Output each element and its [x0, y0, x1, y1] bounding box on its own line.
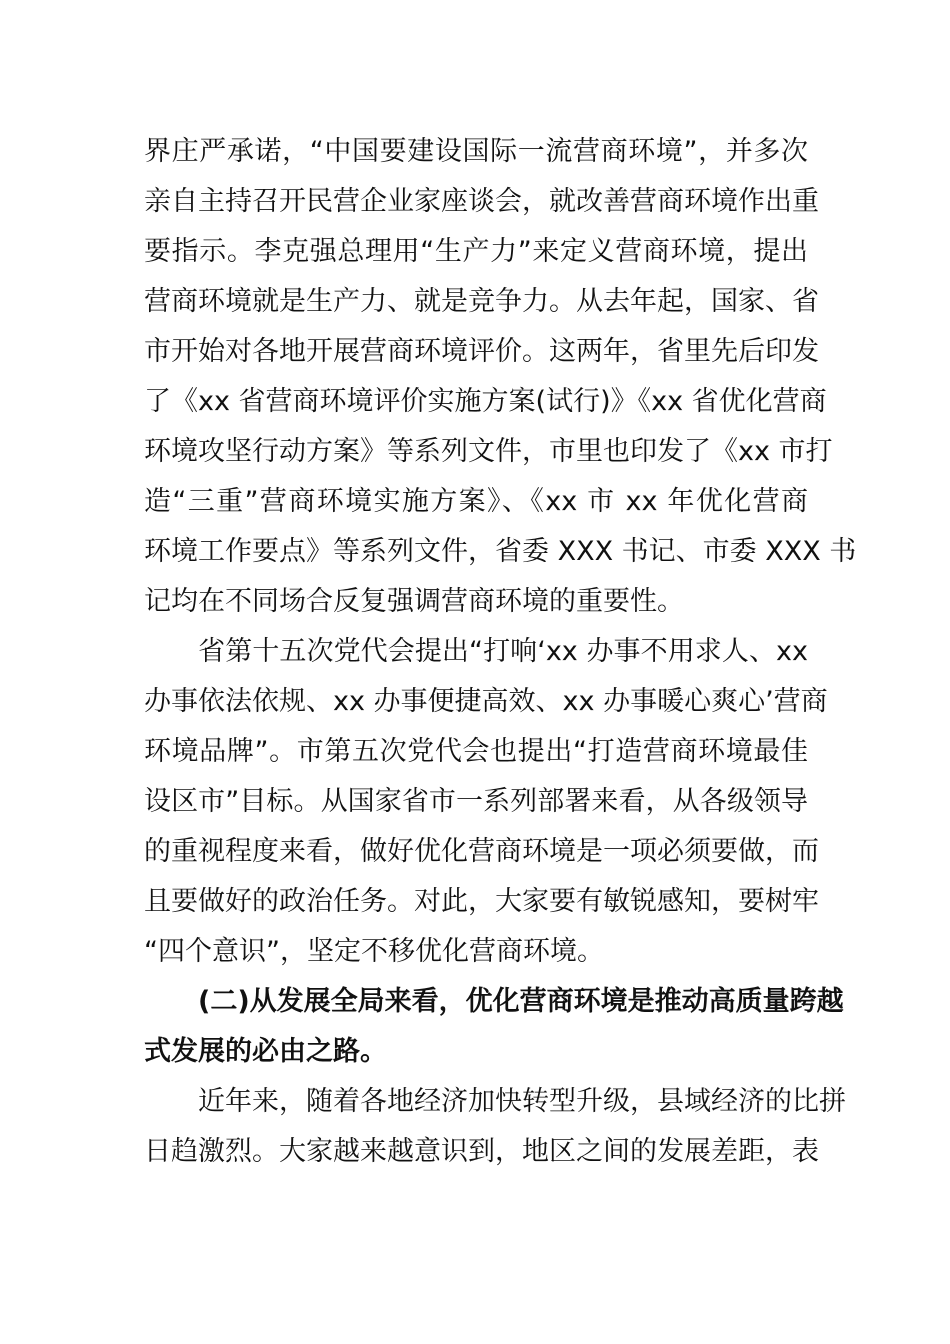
- section-heading-line: 式发展的必由之路。: [144, 1036, 387, 1067]
- text-line: “四个意识”，坚定不移优化营商环境。: [144, 936, 604, 967]
- text-line: 办事依法依规、xx 办事便捷高效、xx 办事暖心爽心’营商: [144, 686, 828, 717]
- text-line: 日趋激烈。大家越来越意识到，地区之间的发展差距，表: [144, 1136, 819, 1167]
- text-line: 造“三重”营商环境实施方案》、《xx 市 xx 年优化营商: [144, 486, 808, 517]
- text-line: 设区市”目标。从国家省市一系列部署来看，从各级领导: [144, 786, 808, 817]
- text-line: 要指示。李克强总理用“生产力”来定义营商环境，提出: [144, 236, 808, 267]
- text-line: 营商环境就是生产力、就是竞争力。从去年起，国家、省: [144, 286, 819, 317]
- text-line: 记均在不同场合反复强调营商环境的重要性。: [144, 586, 684, 617]
- text-line: 的重视程度来看，做好优化营商环境是一项必须要做，而: [144, 836, 819, 867]
- text-line: 环境攻坚行动方案》等系列文件，市里也印发了《xx 市打: [144, 436, 833, 467]
- text-line: 且要做好的政治任务。对此，大家要有敏锐感知，要树牢: [144, 886, 819, 917]
- text-line: 界庄严承诺，“中国要建设国际一流营商环境”，并多次: [144, 136, 808, 167]
- text-line: 市开始对各地开展营商环境评价。这两年，省里先后印发: [144, 336, 819, 367]
- document-body: [144, 127, 857, 1177]
- text-line: 亲自主持召开民营企业家座谈会，就改善营商环境作出重: [144, 186, 819, 217]
- text-line: 了《xx 省营商环境评价实施方案(试行)》《xx 省优化营商: [144, 386, 827, 417]
- section-heading-line: (二)从发展全局来看，优化营商环境是推动高质量跨越: [144, 986, 844, 1017]
- text-line: 环境品牌”。市第五次党代会也提出“打造营商环境最佳: [144, 736, 808, 767]
- text-line: 省第十五次党代会提出“打响‘xx 办事不用求人、xx: [144, 636, 808, 667]
- text-line: 环境工作要点》等系列文件，省委 XXX 书记、市委 XXX 书: [144, 536, 857, 567]
- text-line: 近年来，随着各地经济加快转型升级，县域经济的比拼: [144, 1086, 846, 1117]
